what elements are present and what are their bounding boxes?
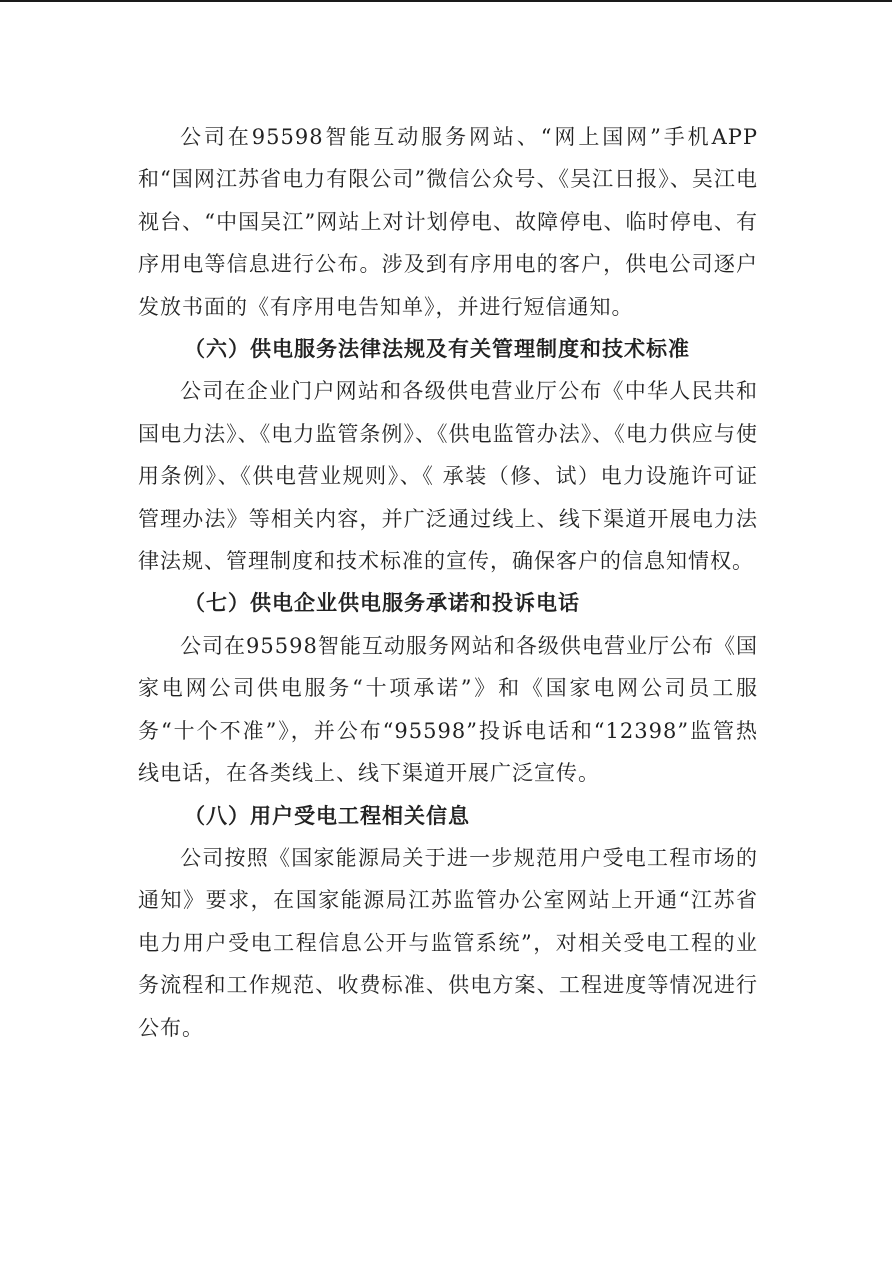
document-body: [138, 116, 758, 1049]
section-heading-6: （六）供电服务法律法规及有关管理制度和技术标准: [184, 337, 690, 362]
section-heading-8: （八）用户受电工程相关信息: [184, 803, 470, 828]
paragraph-laws-standards: 公司在企业门户网站和各级供电营业厅公布《中华人民共和国电力法》、《电力监管条例》、《供电监管办法》、《电力供应与使用条例》、《供电营业规则》、《 承装（修、试）电力设施许可证管理办法》等相关内容，并广泛通过线上、线下渠道开展电力法律法规、管理制度和技术标准的宣传，确保客户的信息知情权。: [138, 379, 758, 574]
paragraph-outage-info: 公司在95598智能互动服务网站、“网上国网”手机APP和“国网江苏省电力有限公司”微信公众号、《吴江日报》、吴江电视台、“中国吴江”网站上对计划停电、故障停电、临时停电、有序用电等信息进行公布。涉及到有序用电的客户，供电公司逐户发放书面的《有序用电告知单》，并进行短信通知。: [138, 125, 758, 319]
paragraph-service-commitment: 公司在95598智能互动服务网站和各级供电营业厅公布《国家电网公司供电服务“十项承诺”》和《国家电网公司员工服务“十个不准”》，并公布“95598”投诉电话和“12398”监管热线电话，在各类线上、线下渠道开展广泛宣传。: [138, 633, 758, 786]
page-top-border: [0, 0, 892, 2]
section-heading-7: （七）供电企业供电服务承诺和投诉电话: [184, 591, 580, 616]
paragraph-power-engineering: 公司按照《国家能源局关于进一步规范用户受电工程市场的通知》要求，在国家能源局江苏监管办公室网站上开通“江苏省电力用户受电工程信息公开与监管系统”，对相关受电工程的业务流程和工作规范、收费标准、供电方案、工程进度等情况进行公布。: [138, 845, 758, 1040]
